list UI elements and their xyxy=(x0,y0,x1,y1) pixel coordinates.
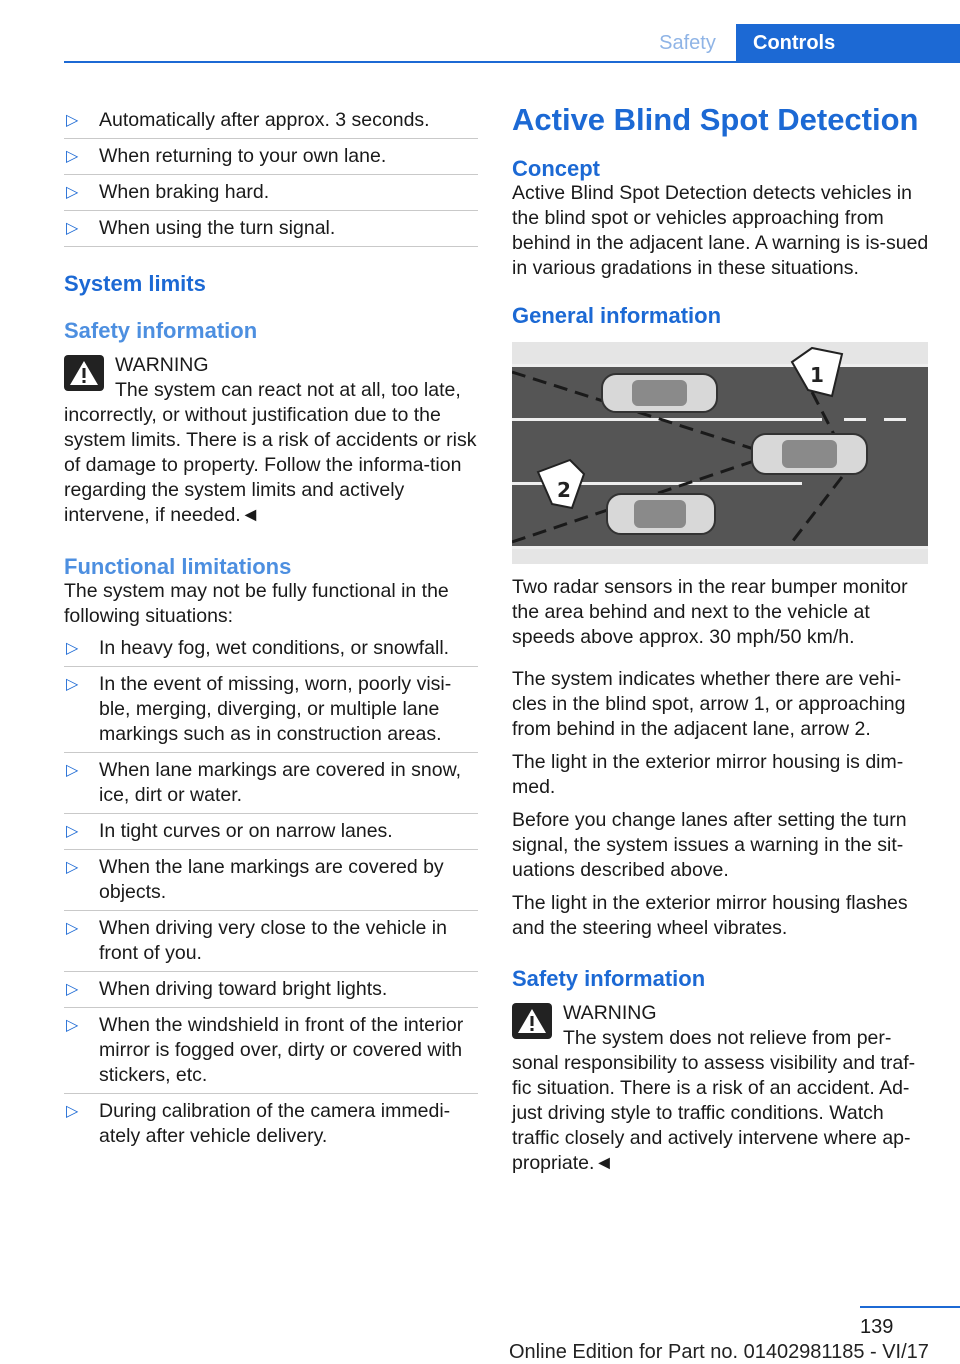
paragraph-indicates: The system indicates whether there are vehi-cles in the blind spot, arrow 1, or approaching from behind in the adjacent lane, arrow 2. xyxy=(512,668,906,740)
list-item: ▷ When braking hard. xyxy=(64,175,478,211)
list-item: ▷ Automatically after approx. 3 seconds. xyxy=(64,103,478,139)
svg-text:2: 2 xyxy=(557,478,571,502)
list-item: ▷ When lane markings are covered in snow, ice, dirt or water. xyxy=(64,753,478,814)
general-information-heading: General information xyxy=(512,303,722,328)
triangle-bullet-icon: ▷ xyxy=(66,1017,79,1034)
safety-information-heading: Safety information xyxy=(64,318,258,343)
triangle-bullet-icon: ▷ xyxy=(66,981,79,998)
list-item: ▷ During calibration of the camera immedi-ately after vehicle delivery. xyxy=(66,1100,451,1147)
limitations-list xyxy=(64,631,478,1154)
car-icon xyxy=(752,434,867,474)
tab-controls[interactable]: Controls xyxy=(736,24,960,62)
list-item: ▷ When driving toward bright lights. xyxy=(64,972,478,1008)
tab-safety[interactable]: Safety xyxy=(659,31,716,54)
right-column xyxy=(512,100,930,1176)
triangle-bullet-icon: ▷ xyxy=(66,220,79,237)
safety-information-heading-right: Safety information xyxy=(512,966,706,991)
deactivation-list xyxy=(64,103,478,247)
paragraph-light-flashes: The light in the exterior mirror housing flashes and the steering wheel vibrates. xyxy=(512,892,908,939)
list-item: ▷ In the event of missing, worn, poorly visi-ble, merging, diverging, or multiple lane markings such as in construction areas. xyxy=(64,667,478,753)
warning-label: WARNING xyxy=(563,1002,657,1024)
triangle-bullet-icon: ▷ xyxy=(66,640,79,657)
triangle-bullet-icon: ▷ xyxy=(66,920,79,937)
list-item: ▷ When returning to your own lane. xyxy=(64,139,478,175)
warning-triangle-icon xyxy=(512,1003,552,1039)
list-item: ▷ In heavy fog, wet conditions, or snowfall. xyxy=(64,631,478,667)
footer-rule xyxy=(860,1306,960,1308)
warning-text: incorrectly, or without justification due to the system limits. There is a risk of accidents or risk of damage to property. Follow the informa-tion regarding the system limits and actively intervene, if needed.◄ xyxy=(64,404,477,526)
paragraph-change-lanes: Before you change lanes after setting the turn signal, the system issues a warning in the sit-uations described above. xyxy=(512,809,907,881)
list-item: ▷ In tight curves or on narrow lanes. xyxy=(64,814,478,850)
list-item: ▷ When the windshield in front of the interior mirror is fogged over, dirty or covered with stickers, etc. xyxy=(64,1008,478,1094)
list-item: ▷ When using the turn signal. xyxy=(64,211,478,247)
list-item: ▷ When driving very close to the vehicle in front of you. xyxy=(64,911,478,972)
paragraph-radar: Two radar sensors in the rear bumper monitor the area behind and next to the vehicle at speeds above approx. 30 mph/50 km/h. xyxy=(512,576,908,648)
triangle-bullet-icon: ▷ xyxy=(66,676,79,693)
functional-intro: The system may not be fully functional in the following situations: xyxy=(64,580,449,627)
blind-spot-figure xyxy=(512,342,928,564)
blind-spot-diagram xyxy=(512,342,928,564)
warning-triangle-icon xyxy=(64,355,104,391)
triangle-bullet-icon: ▷ xyxy=(66,823,79,840)
warning-text-first: The system does not relieve from per- xyxy=(563,1027,892,1049)
car-icon xyxy=(602,374,717,412)
warning-text: sonal responsibility to assess visibility and traf-fic situation. There is a risk of an accident. Ad-just driving style to traffic conditions. Watch traffic closely and actively intervene where ap-propriate.◄ xyxy=(512,1052,916,1174)
warning-block xyxy=(64,353,478,528)
concept-heading: Concept xyxy=(512,156,600,181)
triangle-bullet-icon: ▷ xyxy=(66,1103,79,1120)
page-number: 139 xyxy=(860,1316,894,1338)
car-icon xyxy=(607,494,715,534)
page-title: Active Blind Spot Detection xyxy=(512,102,919,137)
triangle-bullet-icon: ▷ xyxy=(66,112,79,129)
warning-label: WARNING xyxy=(115,354,209,376)
left-column xyxy=(64,100,478,1154)
edition-text: Online Edition for Part no. 01402981185 - VI/17 xyxy=(509,1341,929,1363)
warning-block xyxy=(512,1001,930,1176)
functional-limitations-heading: Functional limitations xyxy=(64,554,292,579)
system-limits-heading: System limits xyxy=(64,271,206,296)
triangle-bullet-icon: ▷ xyxy=(66,859,79,876)
concept-text: Active Blind Spot Detection detects vehicles in the blind spot or vehicles approaching from behind in the adjacent lane. A warning is is-sued in various gradations in these situations. xyxy=(512,182,929,279)
list-item: ▷ When the lane markings are covered by objects. xyxy=(64,850,478,911)
svg-text:1: 1 xyxy=(810,363,824,387)
paragraph-light-dimmed: The light in the exterior mirror housing is dim-med. xyxy=(512,751,904,798)
warning-text-first: The system can react not at all, too late, xyxy=(115,379,461,401)
triangle-bullet-icon: ▷ xyxy=(66,184,79,201)
triangle-bullet-icon: ▷ xyxy=(66,762,79,779)
triangle-bullet-icon: ▷ xyxy=(66,148,79,165)
